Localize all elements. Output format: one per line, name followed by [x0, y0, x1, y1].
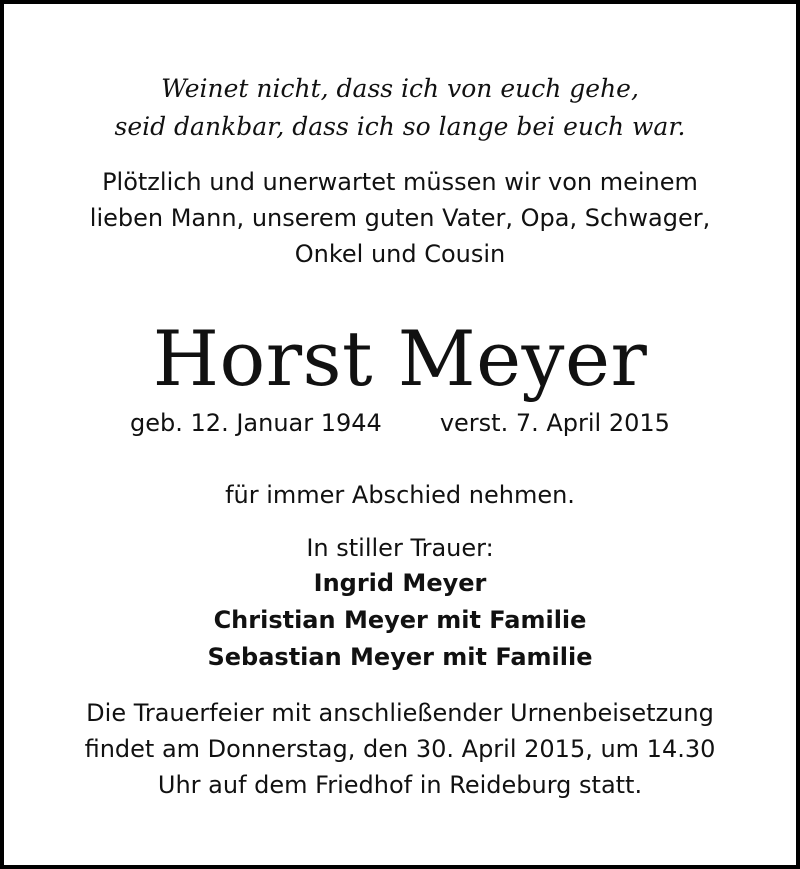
funeral-line-1: Die Trauerfeier mit anschließender Urnenbeisetzung: [86, 699, 714, 727]
mourner-name: Ingrid Meyer: [313, 569, 487, 597]
mourners-heading: In stiller Trauer:: [306, 534, 494, 562]
funeral-line-2: findet am Donnerstag, den 30. April 2015, um 14.30: [84, 735, 716, 763]
life-dates: [4, 411, 796, 435]
intro-line-2: lieben Mann, unserem guten Vater, Opa, Schwager,: [89, 204, 711, 232]
mourner-name: Sebastian Meyer mit Familie: [207, 643, 593, 671]
funeral-line-3: Uhr auf dem Friedhof in Reideburg statt.: [157, 771, 643, 799]
quote-line-2: seid dankbar, dass ich so lange bei euch war.: [114, 112, 686, 141]
birth-date: geb. 12. Januar 1944: [130, 409, 382, 437]
death-date: verst. 7. April 2015: [439, 409, 670, 437]
quote-line-1: Weinet nicht, dass ich von euch gehe,: [161, 74, 639, 103]
intro-line-1: Plötzlich und unerwartet müssen wir von meinem: [102, 168, 698, 196]
mourner-name: Christian Meyer mit Familie: [213, 606, 587, 634]
intro-line-3: Onkel und Cousin: [294, 240, 506, 268]
farewell-text: für immer Abschied nehmen.: [225, 481, 575, 509]
deceased-name: Horst Meyer: [152, 314, 648, 403]
